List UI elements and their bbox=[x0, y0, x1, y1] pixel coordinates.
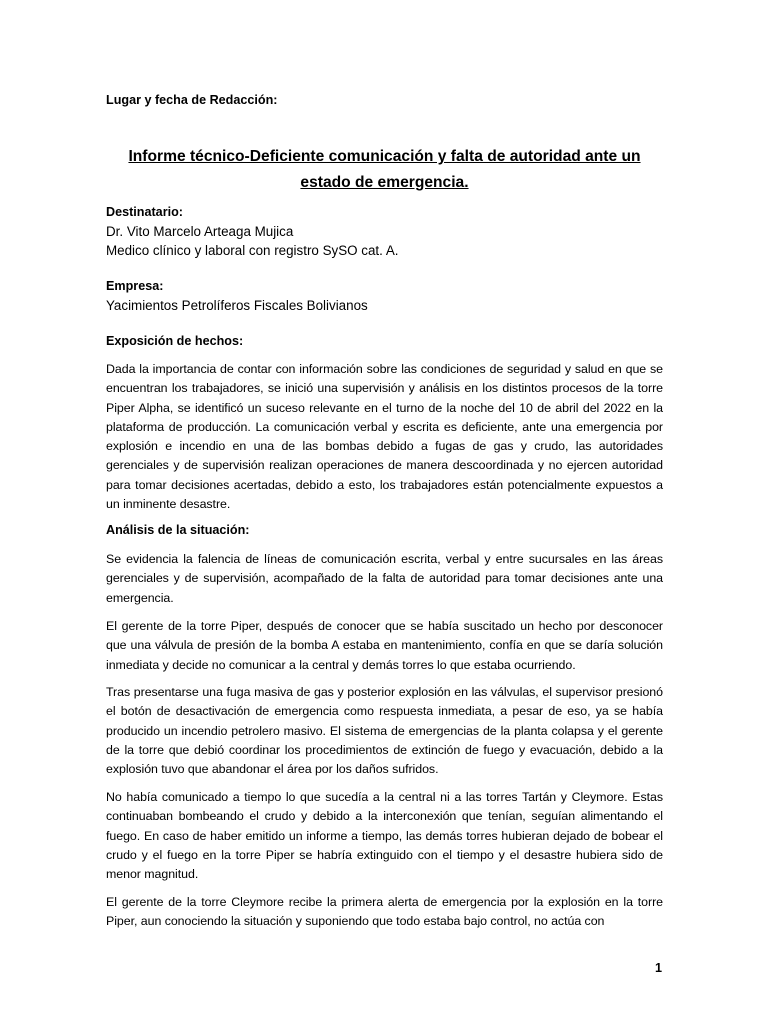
exposition-section bbox=[106, 360, 663, 514]
analysis-paragraph: El gerente de la torre Cleymore recibe la primera alerta de emergencia por la explosión en la torre Piper, aun conociendo la situación y suponiendo que todo estaba bajo control, no actúa con bbox=[106, 895, 663, 929]
title-line-1: Informe técnico-Deficiente comunicación y falta de autoridad ante un bbox=[128, 148, 641, 165]
analysis-paragraph-3-wrap bbox=[106, 683, 663, 779]
company-label: Empresa: bbox=[106, 279, 164, 293]
place-date-label: Lugar y fecha de Redacción: bbox=[106, 93, 278, 107]
analysis-paragraph: El gerente de la torre Piper, después de conocer que se había suscitado un hecho por desconocer que una válvula de presión de la bomba A estaba en mantenimiento, confía en que se daría solución inmediata y decide no comunicar a la central y demás torres lo que estaba ocurriendo. bbox=[106, 619, 663, 672]
document-title bbox=[106, 144, 663, 196]
analysis-paragraph: Tras presentarse una fuga masiva de gas y posterior explosión en las válvulas, el supervisor presionó el botón de desactivación de emergencia como respuesta inmediata, a pesar de eso, ya se había producido un incendio petrolero masivo. El sistema de emergencias de la planta colapsa y el gerente de la torre que debió coordinar los procedimientos de extinción de fuego y evacuación, debido a la explosión tuvo que abandonar el área por los daños sufridos. bbox=[106, 685, 663, 777]
page-number: 1 bbox=[654, 961, 662, 975]
recipient-name: Dr. Vito Marcelo Arteaga Mujica bbox=[106, 224, 294, 239]
analysis-heading: Análisis de la situación: bbox=[106, 523, 250, 537]
recipient-label: Destinatario: bbox=[106, 205, 183, 219]
title-line-2: estado de emergencia. bbox=[300, 174, 469, 191]
analysis-paragraph: No había comunicado a tiempo lo que sucedía a la central ni a las torres Tartán y Cleymore. Estas continuaban bombeando el crudo y debido a la interconexión que tenían, seguían alimentando el fuego. En caso de haber emitido un informe a tiempo, las demás torres hubieran dejado de bobear el crudo y el fuego en la torre Piper se habría extinguido con el tiempo y el desastre hubiera sido de menor magnitud. bbox=[106, 790, 663, 882]
analysis-paragraph: Se evidencia la falencia de líneas de comunicación escrita, verbal y entre sucursales en las áreas gerenciales y de supervisión, acompañado de la falta de autoridad para tomar decisiones ante una emergencia. bbox=[106, 552, 663, 605]
recipient-block bbox=[106, 203, 663, 260]
company-name: Yacimientos Petrolíferos Fiscales Bolivianos bbox=[106, 298, 368, 313]
analysis-paragraph-1-wrap bbox=[106, 550, 663, 608]
exposition-paragraph: Dada la importancia de contar con información sobre las condiciones de seguridad y salud en que se encuentran los trabajadores, se inició una supervisión y análisis en los distintos procesos de la torre Piper Alpha, se identificó un suceso relevante en el turno de la noche del 10 de abril del 2022 en la plataforma de producción. La comunicación verbal y escrita es deficiente, ante una emergencia por explosión e incendio en una de las bombas debido a fugas de gas y crudo, las autoridades gerenciales y de supervisión realizan operaciones de manera descoordinada y no ejercen autoridad para tomar decisiones acertadas, debido a esto, los trabajadores están potencialmente expuestos a un inminente desastre. bbox=[106, 362, 663, 512]
analysis-paragraph-4-wrap bbox=[106, 788, 663, 884]
analysis-paragraph-5-wrap bbox=[106, 893, 663, 932]
recipient-role: Medico clínico y laboral con registro SySO cat. A. bbox=[106, 243, 399, 258]
exposition-heading: Exposición de hechos: bbox=[106, 334, 244, 348]
company-block bbox=[106, 277, 663, 315]
analysis-paragraph-2-wrap bbox=[106, 617, 663, 675]
